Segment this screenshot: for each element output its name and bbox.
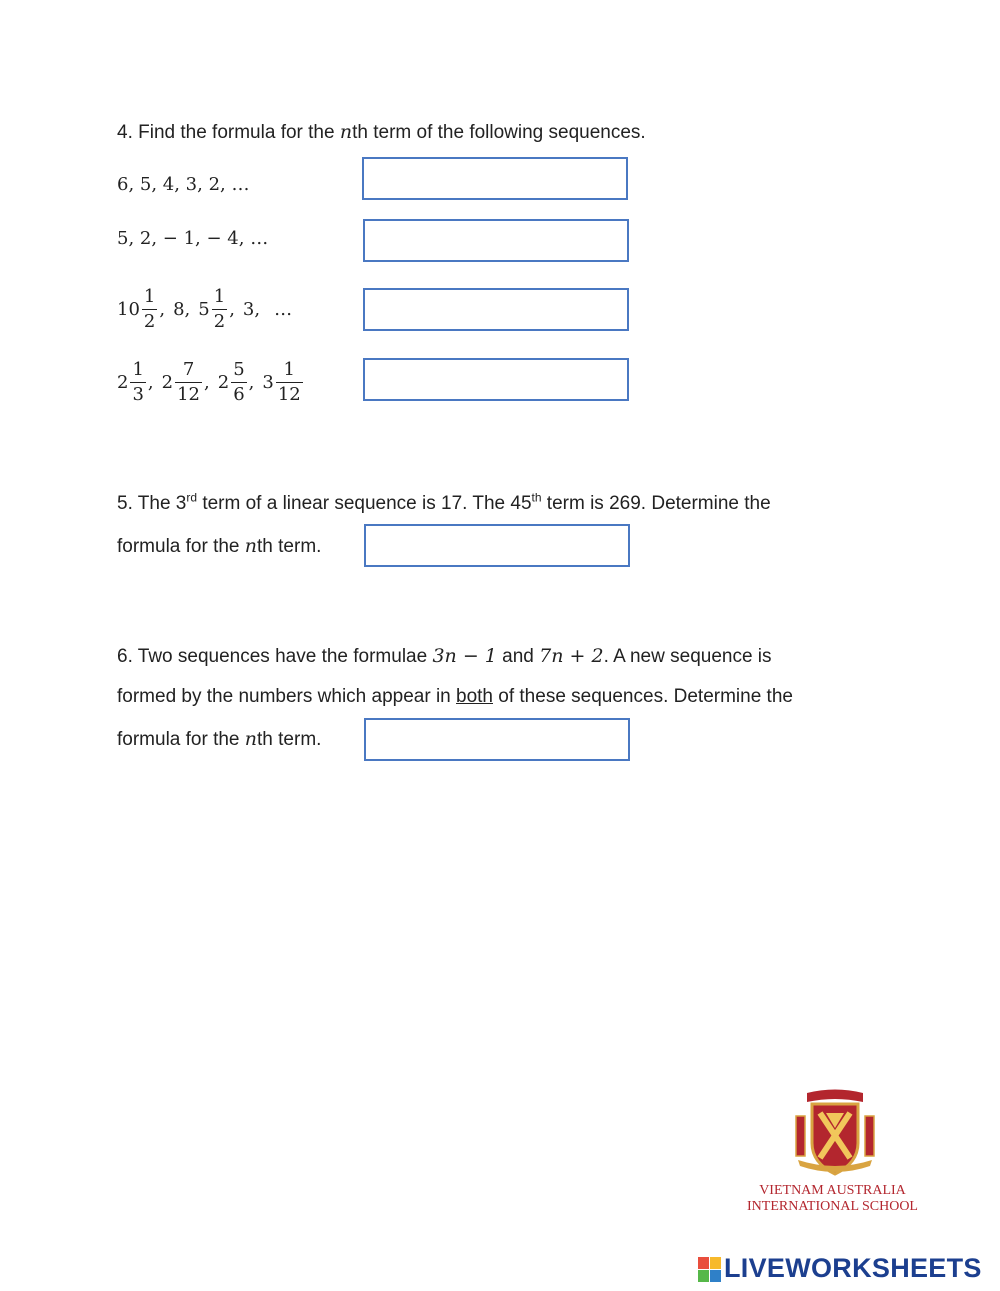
answer-input-1[interactable] (362, 157, 628, 200)
fraction: $\frac{1}{12}$ (277, 358, 301, 405)
q4-heading: 4. Find the formula for the nth term of the following sequences. (117, 121, 646, 143)
sequence-4: 2 $\frac{1}{3}$ , 2 $\frac{7}{12}$ , 2 $\frac{5}{6}$ , 3 $\frac{1}{12}$ (117, 352, 305, 412)
seq4-term-4: 3 $\frac{1}{12}$ (262, 358, 301, 405)
liveworksheets-logo-icon (698, 1257, 722, 1283)
fraction: $\frac{7}{12}$ (177, 358, 200, 405)
answer-input-4[interactable] (363, 358, 629, 401)
sequence-3: 10 $\frac{1}{2}$ , 8 , 5 $\frac{1}{2}$ , 3 , … (117, 285, 293, 332)
seq4-term-1: 2 $\frac{1}{3}$ (117, 358, 144, 405)
answer-input-6[interactable] (364, 718, 630, 761)
seq4-term-2: 2 $\frac{7}{12}$ (161, 358, 200, 405)
seq3-ellipsis: … (274, 298, 293, 320)
answer-input-5[interactable] (364, 524, 630, 567)
q5-line-2: formula for the nth term. (117, 535, 322, 557)
school-crest-icon (790, 1088, 880, 1178)
fraction: $\frac{1}{3}$ (132, 358, 144, 405)
seq4-term-3: 2 $\frac{5}{6}$ (217, 358, 245, 405)
answer-input-2[interactable] (363, 219, 629, 262)
school-name: VIETNAM AUSTRALIA INTERNATIONAL SCHOOL (747, 1183, 918, 1214)
sequence-2: 5, 2, − 1, − 4, … (117, 228, 269, 249)
answer-input-3[interactable] (363, 288, 629, 331)
seq3-term-3: 5 $\frac{1}{2}$ (198, 285, 226, 332)
q6-line-2: formed by the numbers which appear in both of these sequences. Determine the (117, 686, 793, 707)
seq3-term-1: 10 $\frac{1}{2}$ (117, 285, 156, 332)
q6-line-1: 6. Two sequences have the formulae 3n − 1 and 7n + 2. A new sequence is (117, 645, 772, 667)
fraction: $\frac{1}{2}$ (213, 285, 226, 332)
q5-line-1: 5. The 3rd term of a linear sequence is 17. The 45th term is 269. Determine the (117, 490, 771, 514)
fraction: $\frac{5}{6}$ (233, 358, 245, 405)
liveworksheets-brand: LIVEWORKSHEETS (724, 1253, 982, 1283)
q6-line-3: formula for the nth term. (117, 728, 322, 750)
sequence-1: 6, 5, 4, 3, 2, … (117, 174, 250, 195)
seq3-term-2: 8 (173, 298, 185, 320)
fraction: $\frac{1}{2}$ (143, 285, 156, 332)
seq3-term-4: 3 (242, 298, 255, 320)
